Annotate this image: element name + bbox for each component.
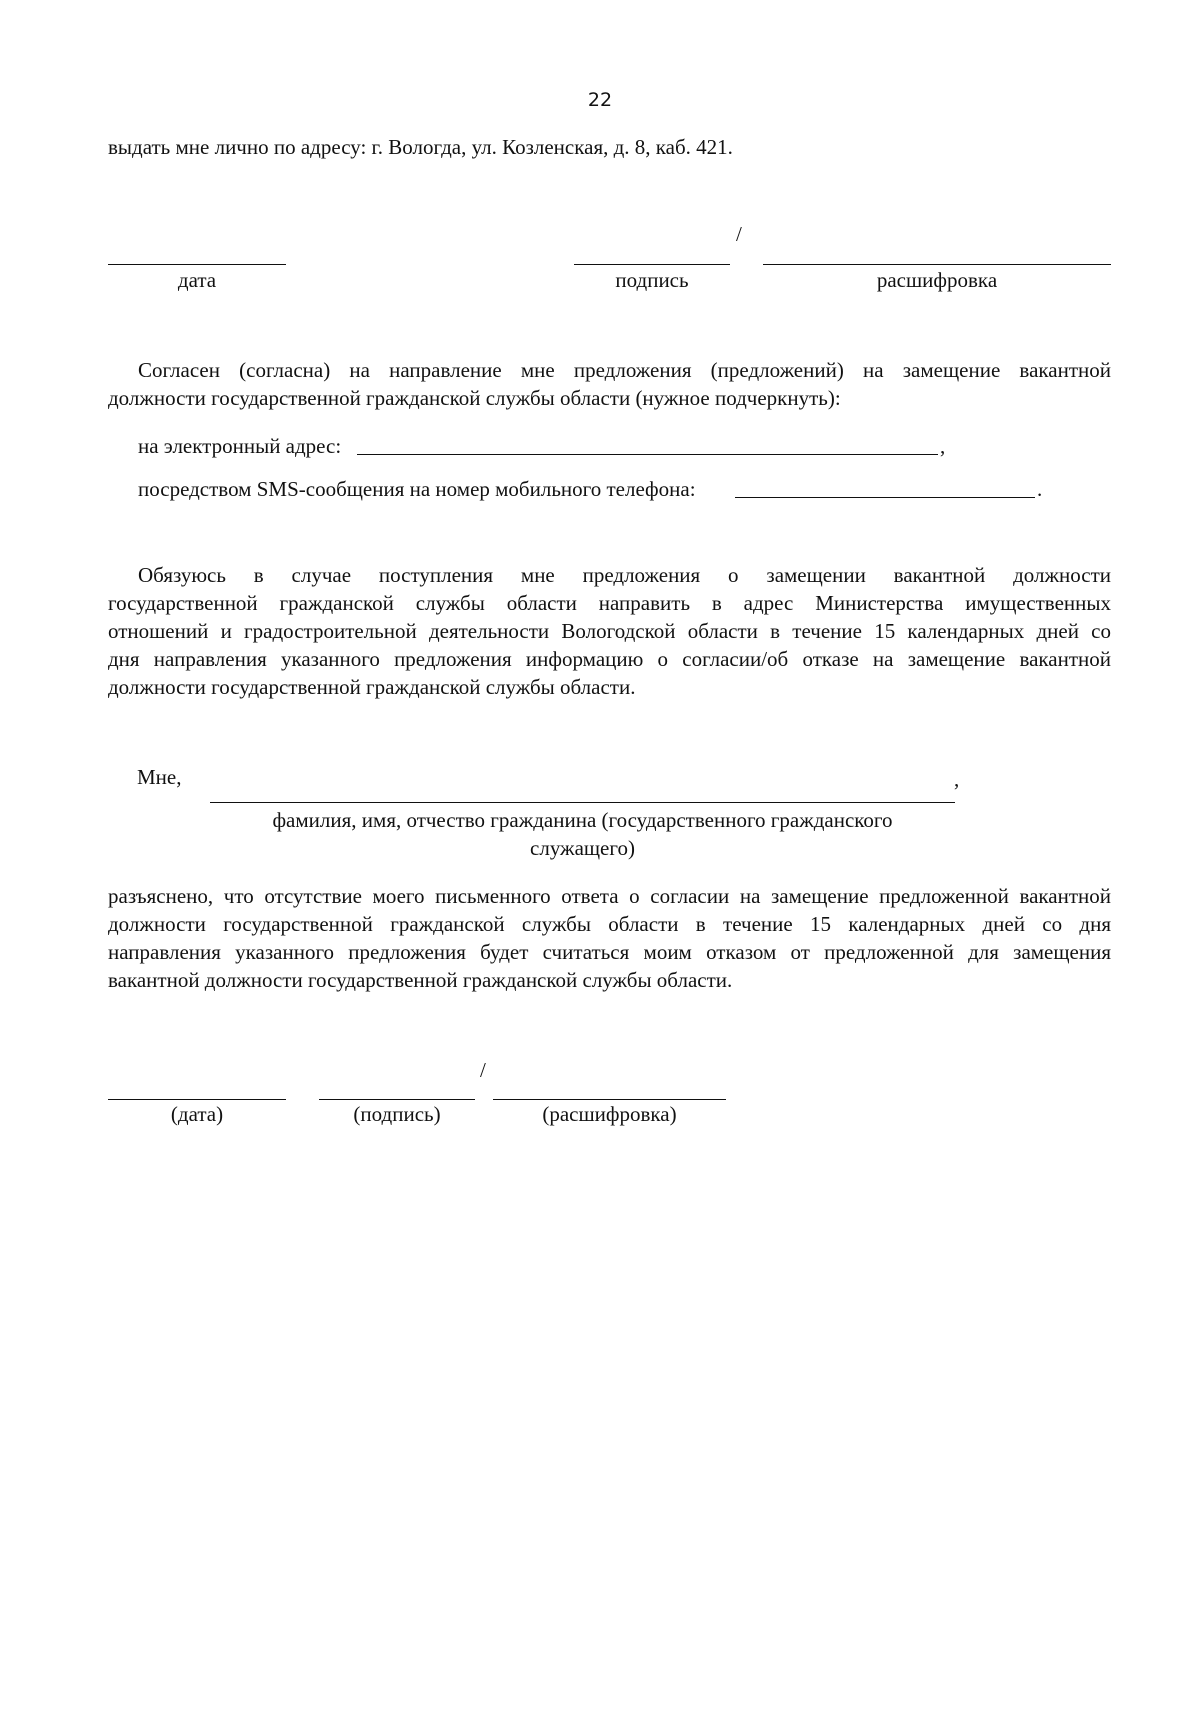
full-name-caption-line-2: служащего)	[530, 836, 635, 860]
sms-label: посредством SMS-сообщения на номер мобильного телефона:	[138, 477, 696, 501]
date-line[interactable]	[108, 264, 286, 265]
email-field[interactable]	[357, 454, 938, 455]
full-name-caption-line-1: фамилия, имя, отчество гражданина (государственного гражданского	[272, 808, 893, 832]
phone-field[interactable]	[735, 497, 1035, 498]
transcript-label: расшифровка	[876, 268, 998, 292]
transcript-line[interactable]	[763, 264, 1111, 265]
obligation-line-1: Обязуюсь в случае поступления мне предложения о замещении вакантной должности	[138, 563, 1111, 587]
signature-label-2: (подпись)	[353, 1102, 441, 1126]
date-label-2: (дата)	[170, 1102, 224, 1126]
obligation-line-3: отношений и градостроительной деятельности Вологодской области в течение 15 календарных дней со	[108, 619, 1111, 643]
email-comma: ,	[940, 434, 946, 458]
date-label: дата	[177, 268, 217, 292]
consent-text-line-1: Согласен (согласна) на направление мне предложения (предложений) на замещение вакантной	[138, 358, 1111, 382]
consent-text-line-2: должности государственной гражданской службы области (нужное подчеркнуть):	[108, 386, 841, 410]
transcript-label-2: (расшифровка)	[542, 1102, 677, 1126]
page-number: 22	[587, 89, 613, 111]
signature-line[interactable]	[574, 264, 730, 265]
mne-intro: Мне,	[137, 765, 182, 789]
signature-label: подпись	[615, 268, 689, 292]
sms-period: .	[1037, 477, 1043, 501]
full-name-field[interactable]	[210, 802, 955, 803]
explanation-line-4: вакантной должности государственной гражданской службы области.	[108, 968, 733, 992]
intro-comma: ,	[954, 767, 960, 791]
explanation-line-2: должности государственной гражданской службы области в течение 15 календарных дней со дня	[108, 912, 1111, 936]
obligation-line-5: должности государственной гражданской службы области.	[108, 675, 636, 699]
signature-slash-2: /	[480, 1058, 486, 1082]
explanation-line-3: направления указанного предложения будет считаться моим отказом от предложенной для замещения	[108, 940, 1111, 964]
address-line: выдать мне лично по адресу: г. Вологда, ул. Козленская, д. 8, каб. 421.	[108, 135, 733, 159]
explanation-line-1: разъяснено, что отсутствие моего письменного ответа о согласии на замещение предложенной вакантной	[108, 884, 1111, 908]
obligation-line-4: дня направления указанного предложения информацию о согласии/об отказе на замещение вакантной	[108, 647, 1111, 671]
obligation-line-2: государственной гражданской службы области направить в адрес Министерства имущественных	[108, 591, 1111, 615]
signature-slash: /	[736, 222, 742, 246]
email-label: на электронный адрес:	[138, 434, 342, 458]
